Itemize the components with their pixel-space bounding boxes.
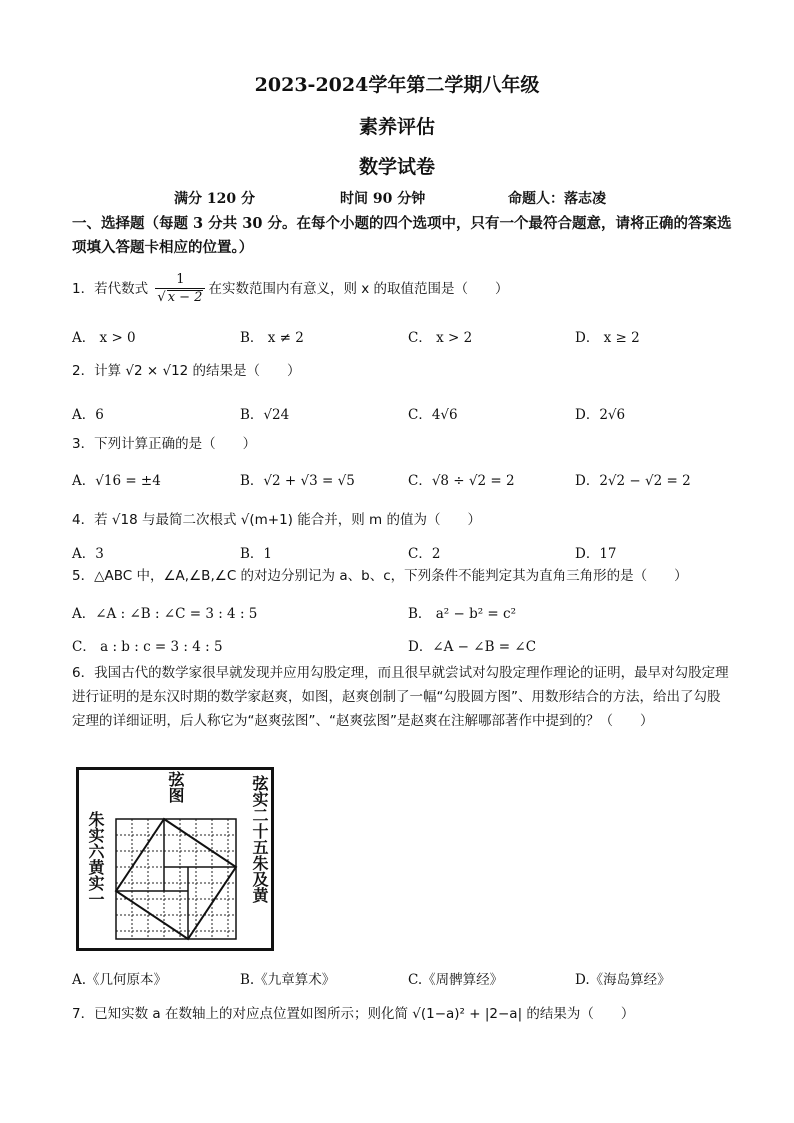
question-2 — [72, 359, 732, 383]
q6-option-c[interactable]: C.《周髀算经》 — [408, 972, 504, 988]
q2-option-d[interactable]: D．2√6 — [575, 407, 626, 423]
question-5-text: △ABC 中，∠A,∠B,∠C 的对边分别记为 a、b、c，下列条件不能判定其为直角三角形的是（ ） — [94, 568, 688, 584]
q1-option-c[interactable]: C． x > 2 — [408, 330, 473, 346]
section1-heading: 一、选择题（每题 3 分共 30 分。在每个小题的四个选项中，只有一个最符合题意，请将正确的答案选项填入答题卡相应的位置。） — [72, 215, 732, 256]
question-1-fraction — [155, 272, 205, 306]
q6-option-d[interactable]: D.《海岛算经》 — [575, 972, 671, 988]
q2-option-c[interactable]: C．4√6 — [408, 407, 458, 423]
question-3-text: 下列计算正确的是（ ） — [94, 436, 257, 452]
question-5 — [72, 564, 732, 588]
exam-title-line3: 数学试卷 — [358, 156, 435, 178]
q5-option-a[interactable]: A．∠A : ∠B : ∠C = 3 : 4 : 5 — [72, 606, 258, 622]
question-5-num: 5． — [72, 568, 95, 584]
question-7 — [72, 1002, 732, 1026]
fraction-denominator: √ x − 2 — [155, 288, 205, 306]
q4-option-d[interactable]: D．17 — [575, 546, 617, 562]
question-7-text: 已知实数 a 在数轴上的对应点位置如图所示；则化简 √(1−a)² + |2−a| 的结果为（ ） — [94, 1006, 635, 1022]
q3-option-a[interactable]: A．√16 = ±4 — [72, 473, 161, 489]
full-score: 满分 120 分 — [174, 191, 255, 207]
q4-option-c[interactable]: C．2 — [408, 546, 441, 562]
q5-option-b[interactable]: B． a² − b² = c² — [408, 606, 516, 622]
q3-option-d[interactable]: D．2√2 − √2 = 2 — [575, 473, 691, 489]
q4-option-a[interactable]: A．3 — [72, 546, 104, 562]
question-4-num: 4． — [72, 512, 95, 528]
q2-option-b[interactable]: B．√24 — [240, 407, 290, 423]
q5-option-c[interactable]: C． a : b : c = 3 : 4 : 5 — [72, 639, 223, 655]
figure-left-label: 朱实六黄实一 — [86, 811, 105, 907]
q6-option-a[interactable]: A.《几何原本》 — [72, 972, 168, 988]
question-1 — [72, 272, 732, 312]
question-3-num: 3． — [72, 436, 95, 452]
question-4 — [72, 508, 732, 532]
question-4-text: 若 √18 与最简二次根式 √(m+1) 能合并，则 m 的值为（ ） — [94, 512, 481, 528]
q3-option-b[interactable]: B．√2 + √3 = √5 — [240, 473, 355, 489]
q1-option-b[interactable]: B． x ≠ 2 — [240, 330, 304, 346]
zhao-shuang-figure — [76, 767, 274, 951]
question-1-num: 1． — [72, 281, 95, 297]
q1-option-a[interactable]: A． x > 0 — [72, 330, 136, 346]
exam-title-line2: 素养评估 — [358, 116, 435, 138]
question-2-text: 计算 √2 × √12 的结果是（ ） — [94, 363, 301, 379]
fraction-numerator: 1 — [176, 272, 185, 287]
q3-option-c[interactable]: C．√8 ÷ √2 = 2 — [408, 473, 515, 489]
figure-top-label: 弦图 — [166, 771, 185, 803]
exam-title-line1: 2023-2024学年第二学期八年级 — [254, 74, 540, 96]
figure-right-label: 弦实二十五朱及黄 — [250, 775, 269, 903]
question-7-num: 7． — [72, 1006, 95, 1022]
q2-option-a[interactable]: A．6 — [72, 407, 104, 423]
question-1-pre: 若代数式 — [94, 281, 149, 297]
q1-option-d[interactable]: D． x ≥ 2 — [575, 330, 640, 346]
question-6-text: 我国古代的数学家很早就发现并应用勾股定理，而且很早就尝试对勾股定理作理论的证明，最早对勾股定理进行证明的是东汉时期的数学家赵爽，如图，赵爽创制了一幅“勾股圆方图”、用数形结合的方法，给出了勾股定理的详细证明，后人称它为“赵爽弦图”、“赵爽弦图”是赵爽在注解哪部著作中提到的？（ ） — [72, 665, 729, 729]
question-1-post: 在实数范围内有意义，则 x 的取值范围是（ ） — [208, 281, 509, 297]
time-limit: 时间 90 分钟 — [340, 191, 426, 207]
question-2-num: 2． — [72, 363, 95, 379]
q6-option-b[interactable]: B.《九章算术》 — [240, 972, 336, 988]
q5-option-d[interactable]: D．∠A − ∠B = ∠C — [408, 639, 537, 655]
q4-option-b[interactable]: B．1 — [240, 546, 273, 562]
question-6 — [72, 661, 732, 733]
question-6-num: 6． — [72, 665, 95, 681]
question-3 — [72, 432, 732, 456]
author: 命题人：落志凌 — [508, 191, 606, 207]
